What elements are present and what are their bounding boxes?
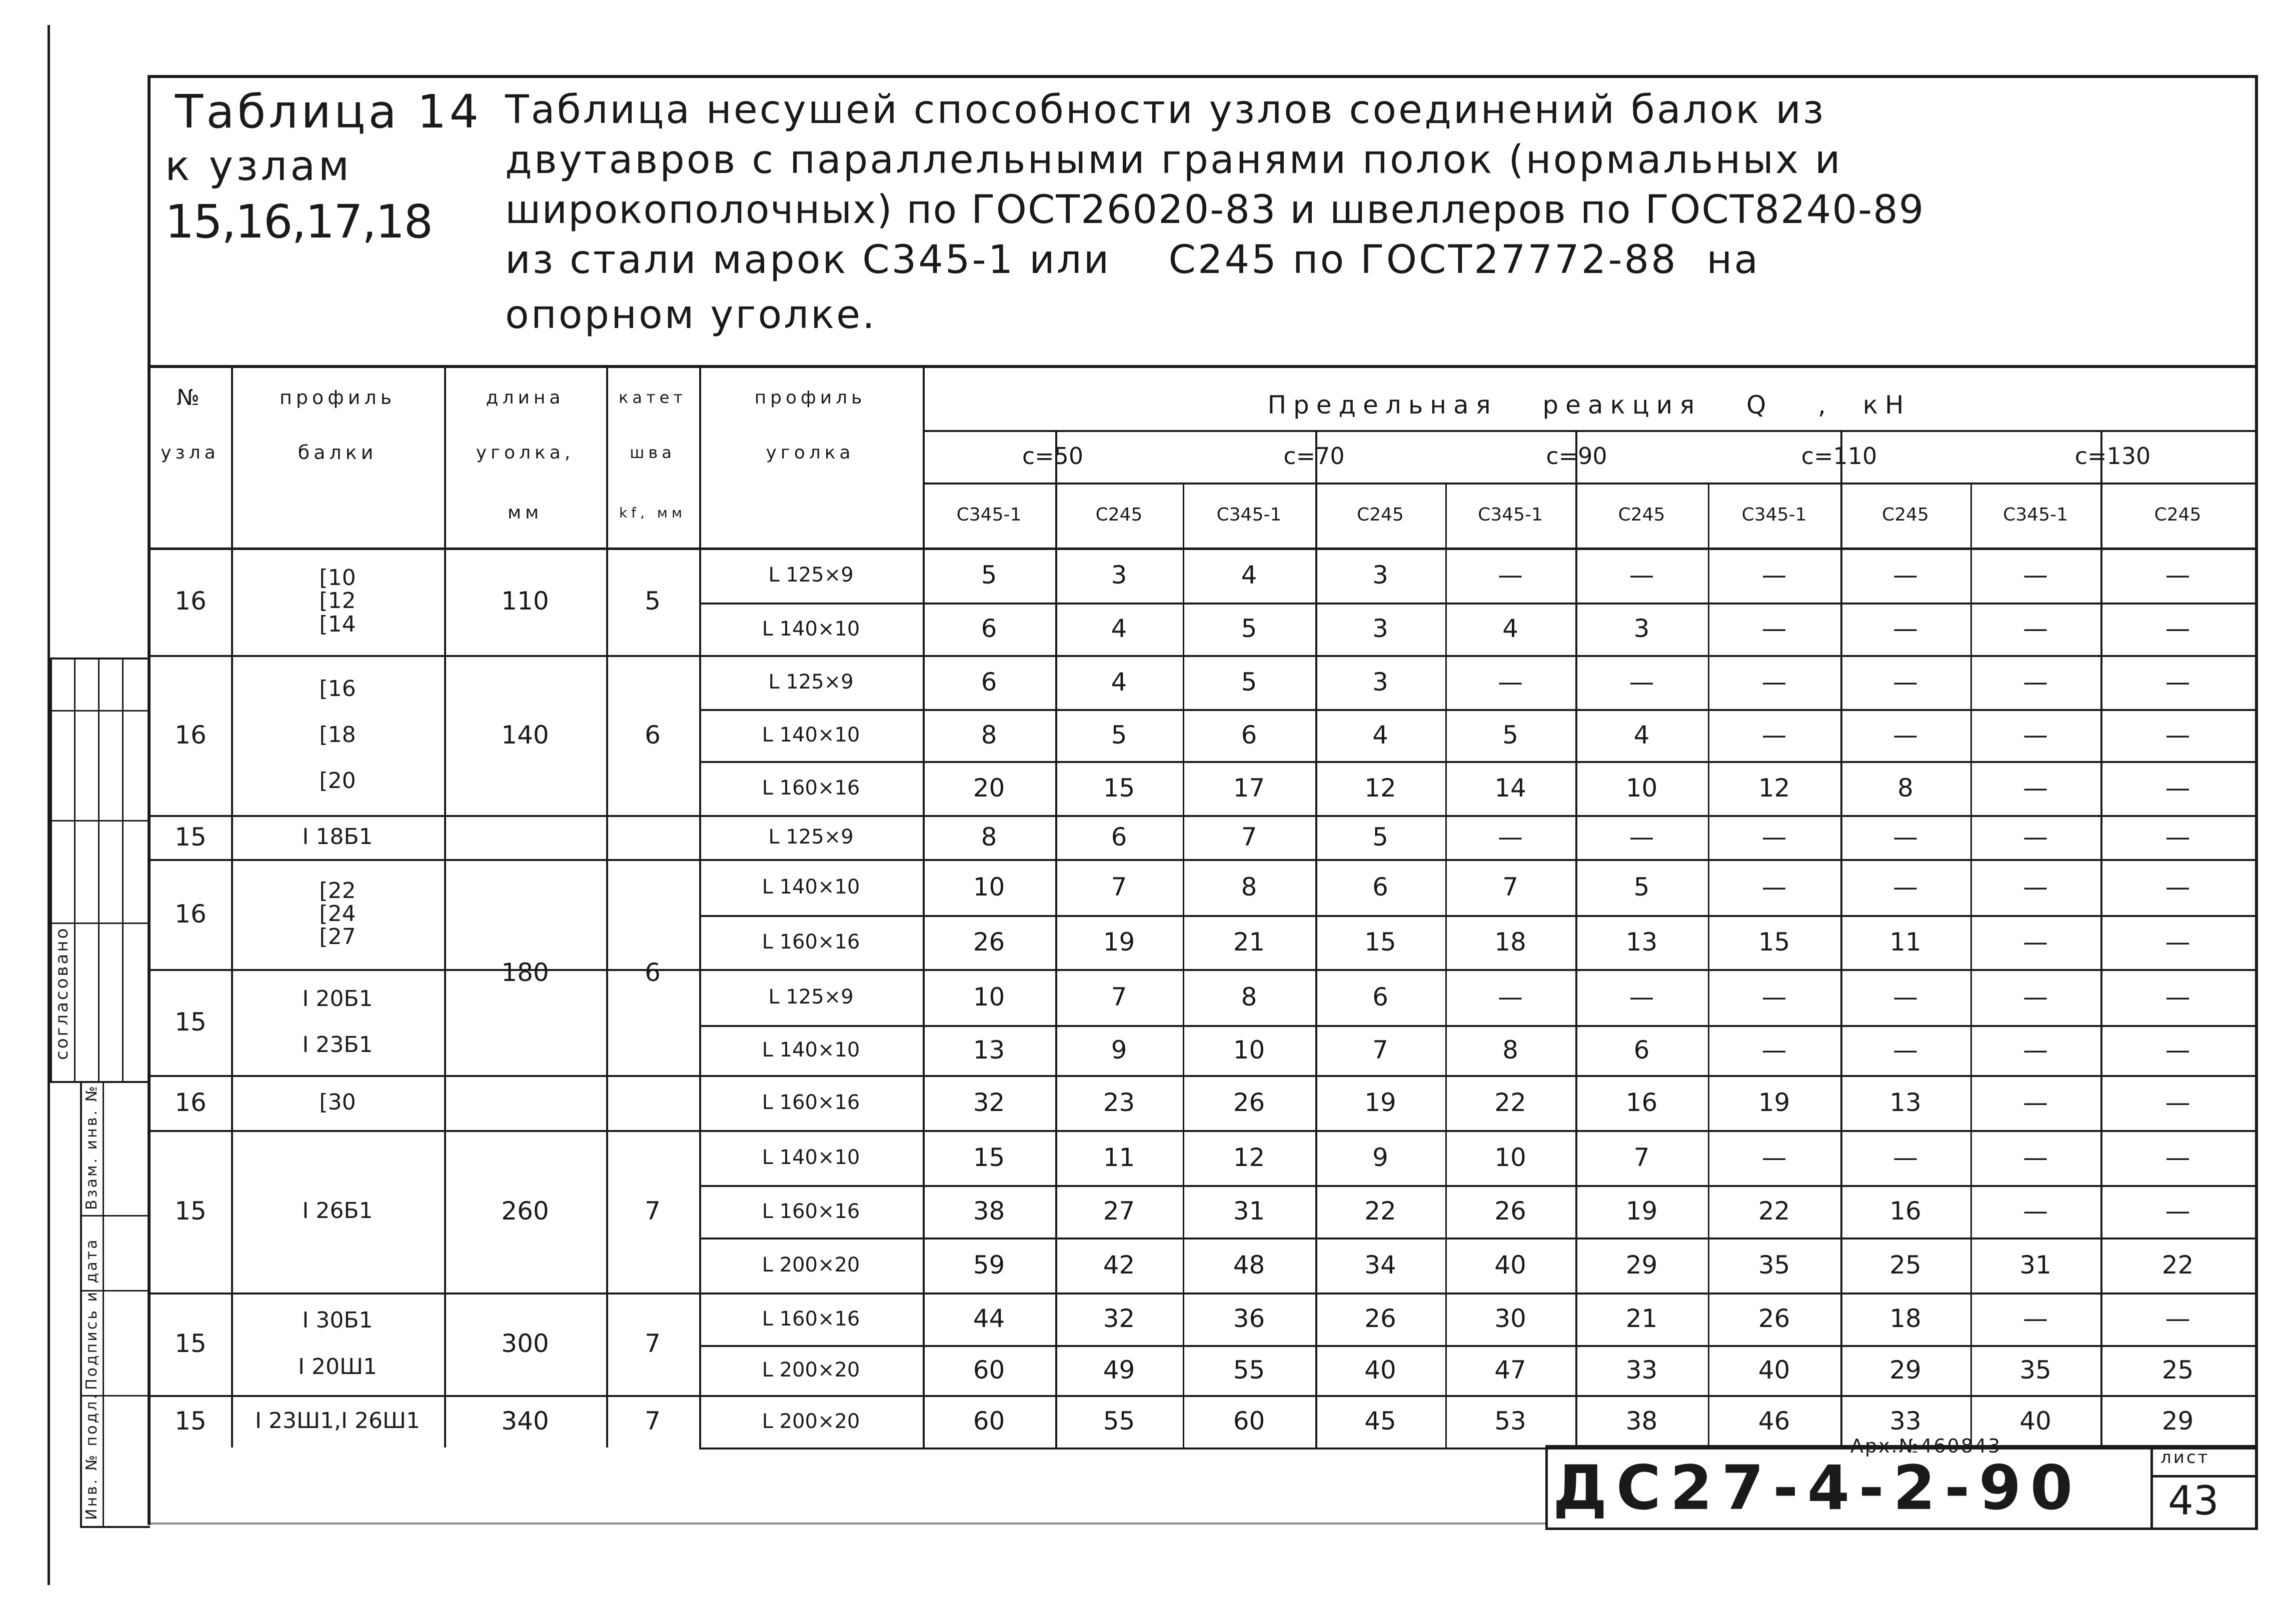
beam-6: [22 [24 [27 [319,878,356,950]
beam-5: I 18Б1 [302,824,373,850]
sheet-label: лист [2160,1448,2210,1468]
val-16-6: 46 [1758,1406,1790,1436]
angle-9: L 140×10 [762,1038,860,1062]
title-line-4: из стали марок С345-1 или С245 по ГОСТ27772-88 на [505,238,1760,282]
node-6: 16 [175,899,207,928]
beam-16: I 23Ш1,I 26Ш1 [255,1408,420,1434]
val-15-9: 25 [2161,1355,2194,1384]
val-1-9: — [2165,614,2190,644]
steel-b-0: С245 [1095,504,1143,526]
val-2-8: — [2023,667,2048,696]
side-label-sign: Подпись и дата [83,1238,101,1390]
val-9-7: — [1893,1035,1918,1064]
val-16-5: 38 [1625,1406,1658,1436]
stamp-bottom-line [1545,1528,2258,1530]
frame-right [2255,75,2258,1490]
beam-2: [16 [18 [20 [319,676,356,794]
val-0-9: — [2165,560,2190,590]
val-16-7: 33 [1889,1406,1921,1436]
val-8-0: 10 [973,982,1005,1012]
angle-3: L 140×10 [762,724,860,746]
sheet-number: 43 [2168,1478,2219,1524]
val-2-7: — [1893,667,1918,696]
val-11-0: 15 [973,1142,1005,1172]
val-0-3: 3 [1372,560,1388,590]
val-12-6: 22 [1758,1196,1790,1226]
kf-11: 7 [645,1196,661,1226]
val-7-1: 19 [1103,927,1135,956]
angle-11: L 140×10 [762,1146,860,1169]
val-9-1: 9 [1111,1035,1127,1064]
val-5-5: — [1629,822,1654,852]
c-group-4: с=130 [2074,442,2151,470]
val-9-0: 13 [973,1035,1005,1064]
col-length-3: мм [507,502,543,523]
val-15-1: 49 [1103,1355,1135,1384]
length-5: 180 [501,958,549,987]
col-node-no-2: узла [161,442,220,463]
val-12-4: 26 [1494,1196,1526,1226]
val-15-6: 40 [1758,1355,1790,1384]
val-10-9: — [2165,1088,2190,1117]
val-0-1: 3 [1111,560,1127,590]
col-length-1: длина [486,387,565,408]
title-line-2: двутавров с параллельными гранями полок (нормальных и [505,138,1842,182]
val-5-0: 8 [981,822,997,852]
nodes-prefix: к узлам [165,142,353,190]
length-11: 260 [501,1196,549,1226]
stamp-left-line [1545,1445,1548,1530]
beam-11: I 26Б1 [302,1198,373,1224]
val-13-9: 22 [2161,1250,2194,1280]
val-4-8: — [2023,773,2048,802]
angle-0: L 125×9 [768,564,854,586]
val-8-7: — [1893,982,1918,1012]
val-14-6: 26 [1758,1304,1790,1334]
val-14-9: — [2165,1304,2190,1334]
val-8-9: — [2165,982,2190,1012]
side-label-replace: Взам. инв. № [83,1084,101,1210]
val-7-4: 18 [1494,927,1526,956]
col-angle-1: профиль [754,387,866,408]
val-3-8: — [2023,720,2048,750]
node-11: 15 [175,1196,207,1226]
val-16-8: 40 [2019,1406,2051,1436]
angle-5: L 125×9 [768,826,854,848]
node-16: 15 [175,1406,207,1436]
val-6-2: 8 [1241,872,1257,902]
val-11-4: 10 [1494,1142,1526,1172]
title-line-3: широкополочных) по ГОСТ26020-83 и швеллеров по ГОСТ8240-89 [505,188,1925,232]
kf-5: 6 [645,958,661,987]
val-1-6: — [1761,614,1787,644]
val-14-7: 18 [1889,1304,1921,1334]
col-kf-3: kf, мм [619,504,687,521]
angle-6: L 140×10 [762,876,860,898]
val-5-8: — [2023,822,2048,852]
val-15-2: 55 [1233,1355,1265,1384]
length-2: 140 [501,720,549,750]
angle-4: L 160×16 [762,776,860,800]
val-3-5: 4 [1633,720,1650,750]
val-0-6: — [1761,560,1787,590]
val-2-5: — [1629,667,1654,696]
val-12-3: 22 [1364,1196,1396,1226]
val-5-3: 5 [1372,822,1388,852]
col-node-no-1: № [177,384,204,410]
val-14-0: 44 [973,1304,1005,1334]
val-12-9: — [2165,1196,2190,1226]
val-15-0: 60 [973,1355,1005,1384]
col-length-2: уголка, [476,442,575,463]
angle-1: L 140×10 [762,617,860,640]
val-3-4: 5 [1502,720,1518,750]
val-1-5: 3 [1633,614,1650,644]
steel-a-4: С345-1 [2003,504,2068,526]
kf-2: 6 [645,720,661,750]
archive-number: Арх.№460843 [1850,1435,2002,1457]
val-4-2: 17 [1233,773,1265,802]
val-5-9: — [2165,822,2190,852]
val-9-8: — [2023,1035,2048,1064]
steel-a-3: С345-1 [1741,504,1807,526]
angle-8: L 125×9 [768,986,854,1008]
val-16-9: 29 [2161,1406,2194,1436]
steel-b-4: С245 [2154,504,2201,526]
val-3-0: 8 [981,720,997,750]
val-0-2: 4 [1241,560,1257,590]
val-7-7: 11 [1889,927,1921,956]
node-0: 16 [175,586,207,616]
val-3-6: — [1761,720,1787,750]
val-1-7: — [1893,614,1918,644]
val-15-4: 47 [1494,1355,1526,1384]
val-14-2: 36 [1233,1304,1265,1334]
angle-13: L 200×20 [762,1254,860,1276]
val-6-5: 5 [1633,872,1650,902]
val-12-5: 19 [1625,1196,1658,1226]
val-6-4: 7 [1502,872,1518,902]
val-8-2: 8 [1241,982,1257,1012]
node-14: 15 [175,1329,207,1358]
angle-16: L 200×20 [762,1410,860,1433]
val-9-6: — [1761,1035,1787,1064]
val-15-7: 29 [1889,1355,1921,1384]
val-9-4: 8 [1502,1035,1518,1064]
val-1-4: 4 [1502,614,1518,644]
val-4-1: 15 [1103,773,1135,802]
beam-14: I 30Б1 I 20Ш1 [298,1308,377,1380]
frame-top [148,75,2258,78]
val-1-1: 4 [1111,614,1127,644]
val-11-9: — [2165,1142,2190,1172]
val-16-1: 55 [1103,1406,1135,1436]
val-13-0: 59 [973,1250,1005,1280]
val-11-8: — [2023,1142,2048,1172]
val-2-0: 6 [981,667,997,696]
val-12-0: 38 [973,1196,1005,1226]
val-4-5: 10 [1625,773,1658,802]
val-16-0: 60 [973,1406,1005,1436]
val-9-5: 6 [1633,1035,1650,1064]
val-1-8: — [2023,614,2048,644]
stamp-right-line [2255,1445,2258,1530]
val-14-4: 30 [1494,1304,1526,1334]
stamp-sheet-left [2150,1445,2153,1530]
val-3-9: — [2165,720,2190,750]
val-5-1: 6 [1111,822,1127,852]
val-2-6: — [1761,667,1787,696]
val-0-7: — [1893,560,1918,590]
val-9-3: 7 [1372,1035,1388,1064]
table-label: Таблица 14 [175,85,482,138]
val-8-6: — [1761,982,1787,1012]
document-code: ДС27-4-2-90 [1553,1452,2082,1524]
val-7-3: 15 [1364,927,1396,956]
val-8-8: — [2023,982,2048,1012]
val-4-6: 12 [1758,773,1790,802]
val-14-3: 26 [1364,1304,1396,1334]
val-2-4: — [1498,667,1523,696]
kf-16: 7 [645,1406,661,1436]
title-line-1: Таблица несушей способности узлов соединений балок из [505,88,1826,132]
title-line-5: опорном уголке. [505,292,877,338]
val-2-1: 4 [1111,667,1127,696]
val-6-3: 6 [1372,872,1388,902]
val-4-7: 8 [1897,773,1913,802]
val-8-3: 6 [1372,982,1388,1012]
steel-b-2: С245 [1618,504,1665,526]
beam-0: [10 [12 [14 [319,565,356,637]
steel-a-0: С345-1 [956,504,1022,526]
length-14: 300 [501,1329,549,1358]
header-bottom-line [148,365,2258,368]
col-kf-2: шва [630,443,676,462]
val-1-2: 5 [1241,614,1257,644]
col-beam-1: профиль [279,386,396,408]
val-13-5: 29 [1625,1250,1658,1280]
val-3-2: 6 [1241,720,1257,750]
val-13-4: 40 [1494,1250,1526,1280]
val-10-8: — [2023,1088,2048,1117]
col-reaction: Предельная реакция Q , кН [1267,390,1911,420]
val-15-3: 40 [1364,1355,1396,1384]
val-3-7: — [1893,720,1918,750]
val-16-2: 60 [1233,1406,1265,1436]
val-13-1: 42 [1103,1250,1135,1280]
c-group-2: с=90 [1546,442,1607,470]
val-4-3: 12 [1364,773,1396,802]
val-12-1: 27 [1103,1196,1135,1226]
steel-b-1: С245 [1357,504,1404,526]
val-16-3: 45 [1364,1406,1396,1436]
steel-b-3: С245 [1882,504,1929,526]
val-11-5: 7 [1633,1142,1650,1172]
val-12-7: 16 [1889,1196,1921,1226]
val-10-5: 16 [1625,1088,1658,1117]
length-0: 110 [501,586,549,616]
val-15-5: 33 [1625,1355,1658,1384]
val-5-6: — [1761,822,1787,852]
val-4-0: 20 [973,773,1005,802]
val-11-6: — [1761,1142,1787,1172]
val-10-4: 22 [1494,1088,1526,1117]
val-10-3: 19 [1364,1088,1396,1117]
val-13-2: 48 [1233,1250,1265,1280]
val-0-0: 5 [981,560,997,590]
val-7-5: 13 [1625,927,1658,956]
val-6-9: — [2165,872,2190,902]
val-16-4: 53 [1494,1406,1526,1436]
val-14-8: — [2023,1304,2048,1334]
agreed-label: согласовано [52,926,72,1060]
val-10-0: 32 [973,1088,1005,1117]
val-5-2: 7 [1241,822,1257,852]
val-7-8: — [2023,927,2048,956]
side-label-inv: Инв. № подл. [83,1392,101,1520]
angle-7: L 160×16 [762,930,860,954]
node-8: 15 [175,1007,207,1036]
angle-10: L 160×16 [762,1091,860,1114]
val-0-8: — [2023,560,2048,590]
c-group-1: с=70 [1283,442,1345,470]
val-3-1: 5 [1111,720,1127,750]
val-7-6: 15 [1758,927,1790,956]
bottom-frame-line [148,1522,1545,1524]
steel-a-2: С345-1 [1478,504,1543,526]
val-6-7: — [1893,872,1918,902]
val-8-1: 7 [1111,982,1127,1012]
val-10-1: 23 [1103,1088,1135,1117]
val-2-3: 3 [1372,667,1388,696]
val-1-0: 6 [981,614,997,644]
val-10-7: 13 [1889,1088,1921,1117]
val-10-6: 19 [1758,1088,1790,1117]
angle-2: L 125×9 [768,670,854,694]
beam-8: I 20Б1 I 23Б1 [302,986,373,1058]
val-6-8: — [2023,872,2048,902]
val-0-4: — [1498,560,1523,590]
nodes-list: 15,16,17,18 [165,195,432,248]
col-kf-1: катет [619,388,687,407]
angle-12: L 160×16 [762,1200,860,1223]
angle-14: L 160×16 [762,1307,860,1330]
length-16: 340 [501,1406,549,1436]
val-11-3: 9 [1372,1142,1388,1172]
angle-15: L 200×20 [762,1358,860,1382]
val-0-5: — [1629,560,1654,590]
c-group-0: с=50 [1022,442,1084,470]
val-15-8: 35 [2019,1355,2051,1384]
val-3-3: 4 [1372,720,1388,750]
kf-0: 5 [645,586,661,616]
val-4-9: — [2165,773,2190,802]
val-6-0: 10 [973,872,1005,902]
node-2: 16 [175,720,207,750]
node-10: 16 [175,1088,207,1117]
node-5: 15 [175,822,207,852]
val-11-2: 12 [1233,1142,1265,1172]
col-angle-2: уголка [766,442,855,463]
val-13-3: 34 [1364,1250,1396,1280]
val-1-3: 3 [1372,614,1388,644]
val-7-9: — [2165,927,2190,956]
val-10-2: 26 [1233,1088,1265,1117]
steel-a-1: С345-1 [1216,504,1282,526]
row-line-17 [699,1448,2258,1450]
val-4-4: 14 [1494,773,1526,802]
kf-14: 7 [645,1329,661,1358]
val-9-9: — [2165,1035,2190,1064]
val-14-1: 32 [1103,1304,1135,1334]
val-6-6: — [1761,872,1787,902]
val-13-6: 35 [1758,1250,1790,1280]
c-group-3: с=110 [1801,442,1877,470]
val-9-2: 10 [1233,1035,1265,1064]
val-7-2: 21 [1233,927,1265,956]
val-5-4: — [1498,822,1523,852]
val-2-9: — [2165,667,2190,696]
val-12-2: 31 [1233,1196,1265,1226]
val-6-1: 7 [1111,872,1127,902]
col-beam-2: балки [298,442,378,464]
val-8-5: — [1629,982,1654,1012]
val-7-0: 26 [973,927,1005,956]
val-2-2: 5 [1241,667,1257,696]
beam-10: [30 [319,1089,356,1115]
val-11-7: — [1893,1142,1918,1172]
val-13-8: 31 [2019,1250,2051,1280]
val-8-4: — [1498,982,1523,1012]
val-5-7: — [1893,822,1918,852]
val-13-7: 25 [1889,1250,1921,1280]
val-11-1: 11 [1103,1142,1135,1172]
val-12-8: — [2023,1196,2048,1226]
val-14-5: 21 [1625,1304,1658,1334]
